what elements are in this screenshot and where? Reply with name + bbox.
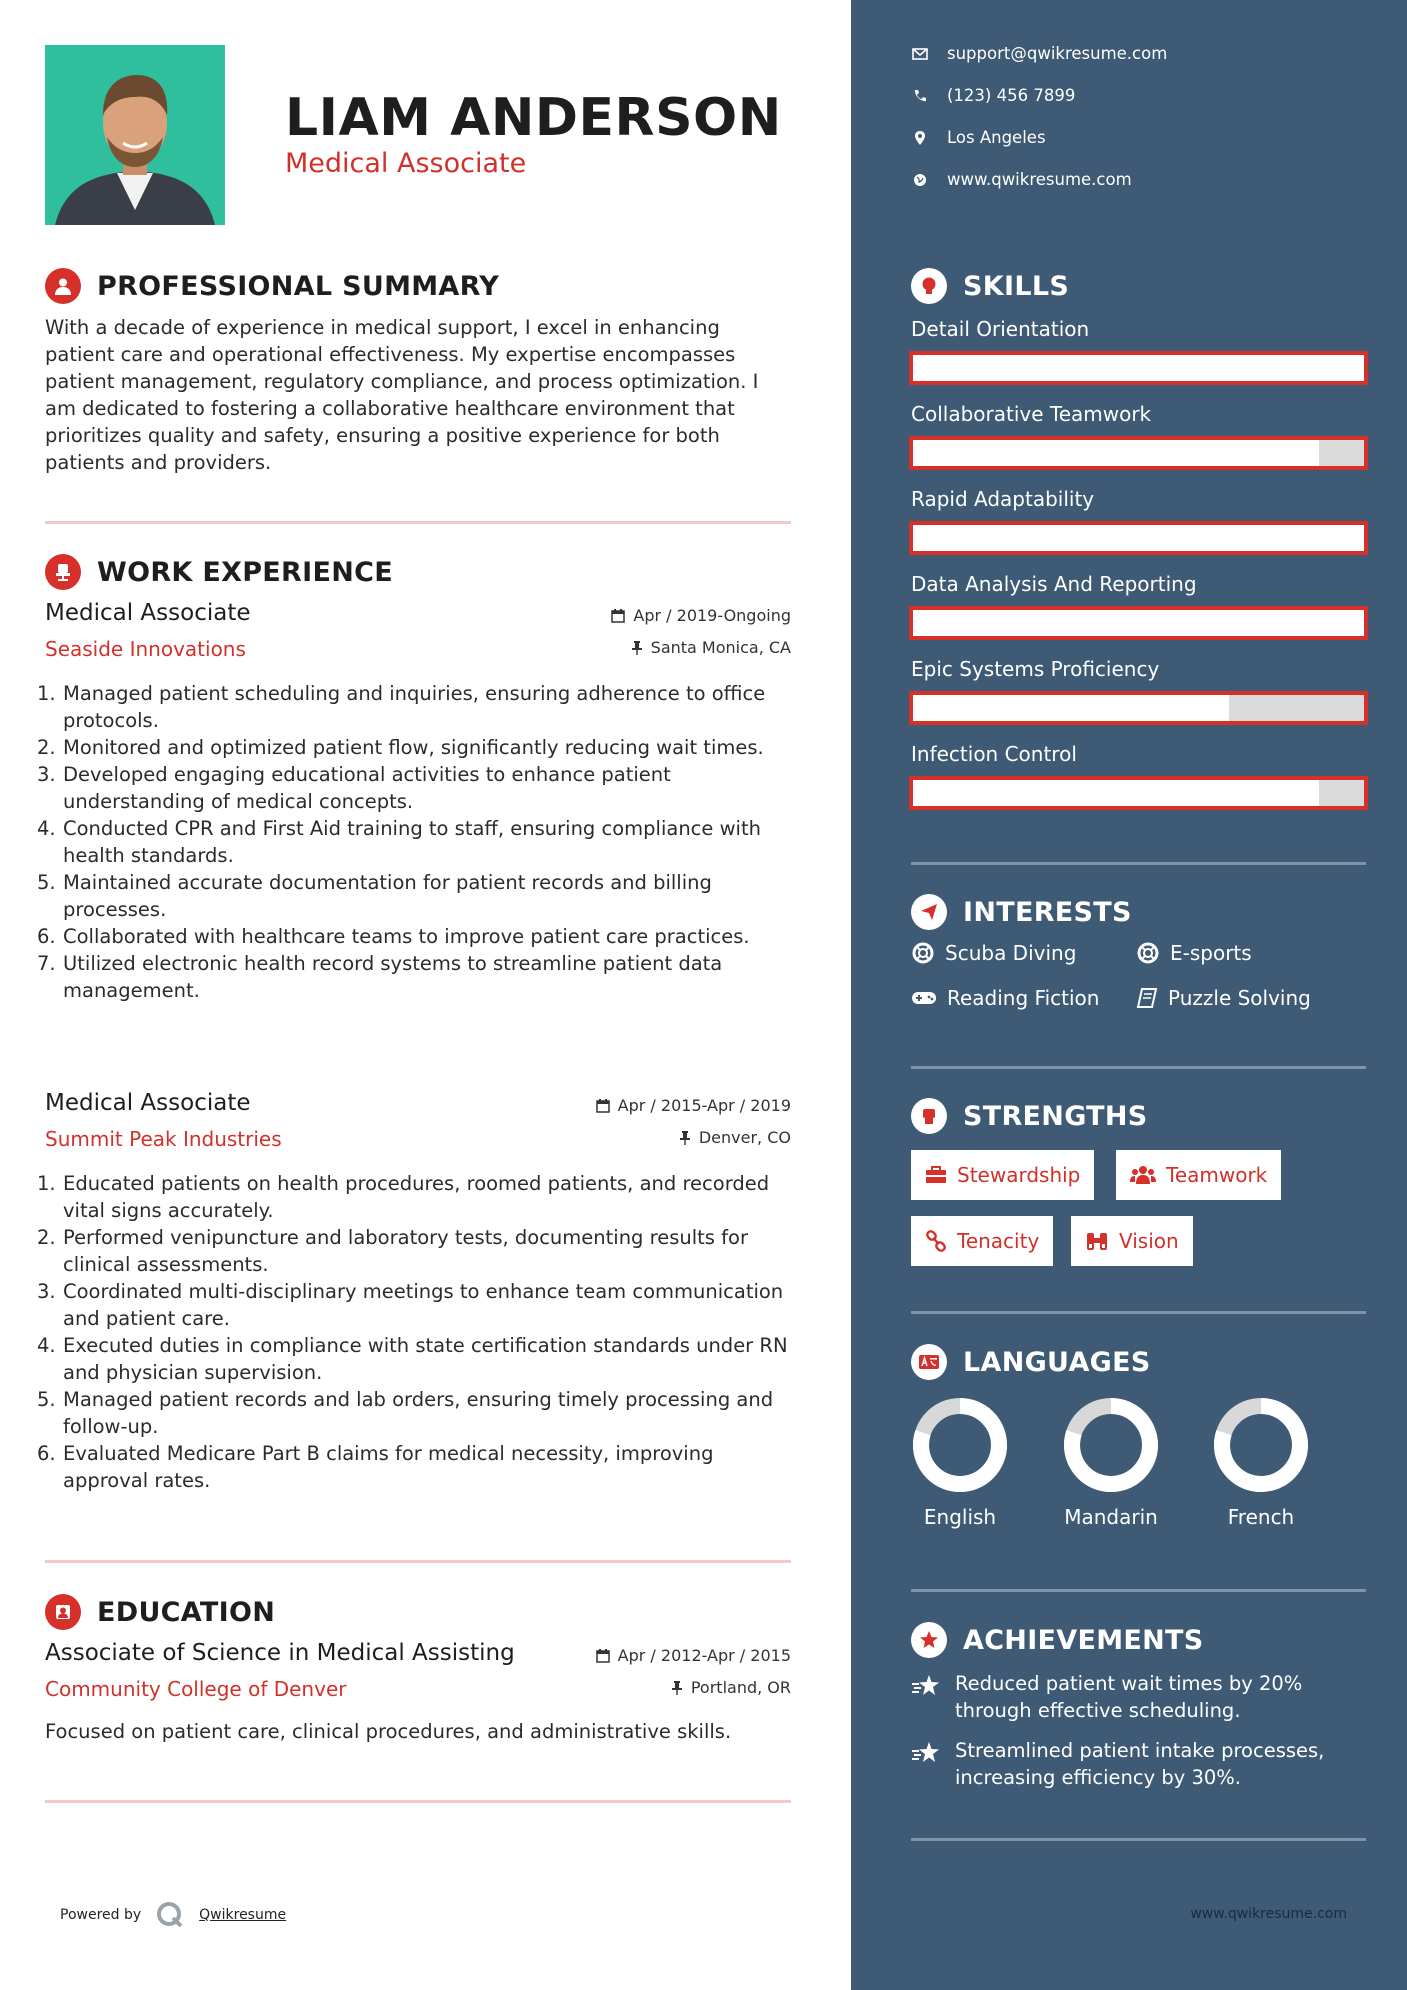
job-date-text: Apr / 2015-Apr / 2019 xyxy=(617,1096,791,1115)
strength-label: Stewardship xyxy=(957,1163,1081,1187)
education-heading xyxy=(45,1594,275,1630)
powered-by xyxy=(60,1900,286,1930)
translate-icon xyxy=(911,1344,947,1380)
contact-location xyxy=(911,128,1046,147)
website-text[interactable]: www.qwikresume.com xyxy=(947,170,1132,189)
skill-label: Data Analysis And Reporting xyxy=(911,572,1197,596)
skills-heading xyxy=(911,268,1069,304)
interest-label: Scuba Diving xyxy=(945,941,1077,965)
degree-title: Associate of Science in Medical Assisting xyxy=(45,1640,515,1666)
skill-bar xyxy=(909,521,1368,555)
binoculars-icon xyxy=(1085,1231,1109,1251)
interests-heading xyxy=(911,894,1132,930)
job-location-text: Denver, CO xyxy=(698,1128,791,1147)
list-item: 2. Monitored and optimized patient flow, significantly reducing wait times. xyxy=(37,736,764,759)
section-divider xyxy=(45,521,791,524)
list-item: 1. Educated patients on health procedures, roomed patients, and recorded vital signs accurately. xyxy=(37,1172,770,1222)
lifebuoy-icon xyxy=(911,941,935,965)
gamepad-icon xyxy=(911,989,937,1007)
education-location-text: Portland, OR xyxy=(690,1678,791,1697)
language-ring xyxy=(1063,1397,1159,1493)
school-name: Community College of Denver xyxy=(45,1677,347,1701)
job-entry xyxy=(37,600,791,1060)
job-date xyxy=(611,606,791,625)
pin-icon xyxy=(679,1131,691,1145)
skills-title: SKILLS xyxy=(963,270,1070,302)
education-description: Focused on patient care, clinical procedures, and administrative skills. xyxy=(45,1720,732,1743)
strength-chip xyxy=(911,1216,1053,1266)
interest-label: E-sports xyxy=(1170,941,1252,965)
education-date-text: Apr / 2012-Apr / 2015 xyxy=(617,1646,791,1665)
lifebuoy-icon xyxy=(1136,941,1160,965)
list-item: 5. Maintained accurate documentation for patient records and billing processes. xyxy=(37,871,712,921)
calendar-icon xyxy=(596,1649,610,1663)
job-date-text: Apr / 2019-Ongoing xyxy=(633,606,791,625)
language-item xyxy=(1056,1397,1166,1529)
skill-fill xyxy=(913,440,1319,466)
users-icon xyxy=(1130,1165,1156,1185)
language-item xyxy=(905,1397,1015,1529)
achievement-item xyxy=(911,1737,1371,1791)
skill-bar xyxy=(909,436,1368,470)
skill-fill xyxy=(913,355,1364,381)
skill-bar xyxy=(909,691,1368,725)
list-item: 4. Executed duties in compliance with state certification standards under RN and physician supervision. xyxy=(37,1334,788,1384)
work-heading xyxy=(45,554,393,590)
star-badge-icon xyxy=(911,1622,947,1658)
list-item: 7. Utilized electronic health record systems to streamline patient data management. xyxy=(37,952,723,1002)
section-divider xyxy=(911,1066,1366,1069)
pin-icon xyxy=(631,641,643,655)
education-title: EDUCATION xyxy=(97,1596,276,1628)
interests-title: INTERESTS xyxy=(963,896,1132,928)
calendar-icon xyxy=(611,609,625,623)
skill-fill xyxy=(913,780,1319,806)
achievement-item xyxy=(911,1670,1371,1724)
interest-item xyxy=(1136,986,1311,1010)
skill-fill xyxy=(913,695,1229,721)
location-text: Los Angeles xyxy=(947,128,1046,147)
language-label: English xyxy=(923,1505,997,1529)
interest-item xyxy=(911,986,1099,1010)
languages-heading xyxy=(911,1344,1151,1380)
skill-label: Infection Control xyxy=(911,742,1077,766)
list-item: 1. Managed patient scheduling and inquiries, ensuring adherence to office protocols. xyxy=(37,682,766,732)
summary-heading xyxy=(45,268,499,304)
education-date xyxy=(596,1646,791,1665)
education-entry xyxy=(45,1640,791,1760)
phone-text: (123) 456 7899 xyxy=(947,86,1076,105)
skill-bar xyxy=(909,351,1368,385)
contact-phone xyxy=(911,86,1075,105)
job-company: Seaside Innovations xyxy=(45,637,246,661)
strength-label: Teamwork xyxy=(1166,1163,1268,1187)
achievements-heading xyxy=(911,1622,1204,1658)
job-location xyxy=(679,1128,791,1147)
languages-title: LANGUAGES xyxy=(963,1346,1151,1378)
contact-email xyxy=(911,44,1167,63)
job-bullets xyxy=(37,680,792,1004)
book-icon xyxy=(1136,987,1158,1009)
job-date xyxy=(596,1096,791,1115)
section-divider xyxy=(911,1311,1366,1314)
globe-icon xyxy=(911,173,929,187)
strengths-heading xyxy=(911,1098,1148,1134)
summary-text: With a decade of experience in medical support, I excel in enhancing patient care and operational effectiveness. My expertise encompasses patient management, regulatory compliance, and process optimization. I am dedicated to fostering a collaborative healthcare environment that prioritizes quality and safety, ensuring a positive experience for both patients and providers. xyxy=(45,316,759,474)
skill-fill xyxy=(913,525,1364,551)
summary-title: PROFESSIONAL SUMMARY xyxy=(97,270,500,302)
work-title: WORK EXPERIENCE xyxy=(97,556,393,588)
strengths-title: STRENGTHS xyxy=(963,1100,1148,1132)
fist-icon xyxy=(911,1098,947,1134)
paper-plane-icon xyxy=(911,894,947,930)
achievement-text: Streamlined patient intake processes, increasing efficiency by 30%. xyxy=(955,1739,1325,1789)
email-text[interactable]: support@qwikresume.com xyxy=(947,44,1168,63)
interest-item xyxy=(911,941,1076,965)
section-divider xyxy=(45,1800,791,1803)
strength-label: Vision xyxy=(1119,1229,1179,1253)
language-label: Mandarin xyxy=(1064,1505,1158,1529)
list-item: 5. Managed patient records and lab orders, ensuring timely processing and follow-up. xyxy=(37,1388,774,1438)
chair-icon xyxy=(45,554,81,590)
qwikresume-link[interactable]: Qwikresume xyxy=(199,1907,287,1923)
graduate-icon xyxy=(45,1594,81,1630)
skill-label: Rapid Adaptability xyxy=(911,487,1095,511)
candidate-name: LIAM ANDERSON xyxy=(285,88,782,148)
interest-label: Puzzle Solving xyxy=(1168,986,1311,1010)
job-company: Summit Peak Industries xyxy=(45,1127,282,1151)
strength-chip xyxy=(911,1150,1094,1200)
language-item xyxy=(1206,1397,1316,1529)
calendar-icon xyxy=(596,1099,610,1113)
skill-label: Collaborative Teamwork xyxy=(911,402,1152,426)
interest-item xyxy=(1136,941,1252,965)
sidebar xyxy=(851,0,1407,1990)
section-divider xyxy=(45,1560,791,1563)
interest-label: Reading Fiction xyxy=(947,986,1100,1010)
envelope-icon xyxy=(911,48,929,60)
powered-by-label: Powered by xyxy=(60,1907,142,1923)
qwikresume-logo-icon xyxy=(155,1900,185,1930)
footer-site[interactable]: www.qwikresume.com xyxy=(1190,1906,1347,1922)
strength-chip xyxy=(1071,1216,1193,1266)
profile-photo xyxy=(45,45,225,225)
list-item: 6. Evaluated Medicare Part B claims for medical necessity, improving approval rates. xyxy=(37,1442,714,1492)
job-title: Medical Associate xyxy=(45,600,251,626)
strength-label: Tenacity xyxy=(957,1229,1040,1253)
map-marker-icon xyxy=(911,131,929,145)
list-item: 6. Collaborated with healthcare teams to improve patient care practices. xyxy=(37,925,750,948)
job-title: Medical Associate xyxy=(45,1090,251,1116)
job-entry xyxy=(37,1090,791,1510)
skill-fill xyxy=(913,610,1364,636)
strength-chip xyxy=(1116,1150,1281,1200)
list-item: 2. Performed venipuncture and laboratory tests, documenting results for clinical assessments. xyxy=(37,1226,748,1276)
pin-icon xyxy=(671,1681,683,1695)
skill-bar xyxy=(909,606,1368,640)
phone-icon xyxy=(911,89,929,103)
star-icon xyxy=(911,1737,943,1791)
job-location-text: Santa Monica, CA xyxy=(650,638,791,657)
link-icon xyxy=(925,1230,947,1252)
section-divider xyxy=(911,1589,1366,1592)
list-item: 3. Developed engaging educational activities to enhance patient understanding of medical concepts. xyxy=(37,763,671,813)
education-location xyxy=(671,1678,791,1697)
user-icon xyxy=(45,268,81,304)
contact-website xyxy=(911,170,1132,189)
skill-bar xyxy=(909,776,1368,810)
achievements-title: ACHIEVEMENTS xyxy=(963,1624,1204,1656)
list-item: 3. Coordinated multi-disciplinary meetings to enhance team communication and patient care. xyxy=(37,1280,784,1330)
language-ring xyxy=(912,1397,1008,1493)
language-ring xyxy=(1213,1397,1309,1493)
lightbulb-icon xyxy=(911,268,947,304)
job-bullets xyxy=(37,1170,792,1494)
candidate-role: Medical Associate xyxy=(285,148,527,179)
section-divider xyxy=(911,1838,1366,1841)
briefcase-icon xyxy=(925,1166,947,1184)
list-item: 4. Conducted CPR and First Aid training to staff, ensuring compliance with health standards. xyxy=(37,817,761,867)
skill-label: Detail Orientation xyxy=(911,317,1090,341)
job-location xyxy=(631,638,791,657)
section-divider xyxy=(911,862,1366,865)
language-label: French xyxy=(1227,1505,1295,1529)
achievement-text: Reduced patient wait times by 20% through effective scheduling. xyxy=(955,1672,1303,1722)
skill-label: Epic Systems Proficiency xyxy=(911,657,1160,681)
star-icon xyxy=(911,1670,943,1724)
